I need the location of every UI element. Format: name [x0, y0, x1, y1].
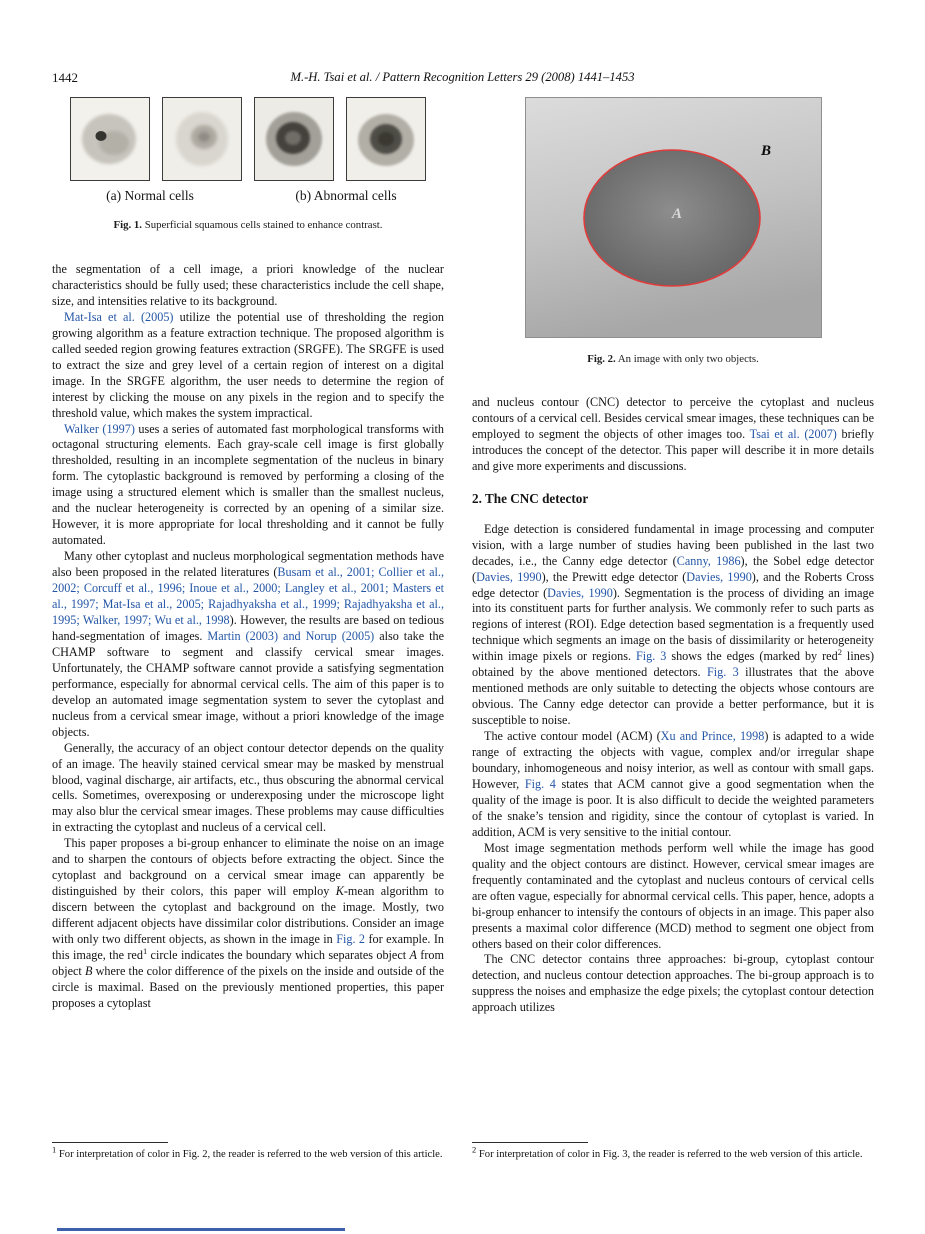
citation-link[interactable]: Mat-Isa et al. (2005) — [64, 309, 174, 324]
abnormal-cell-2-graphic — [347, 98, 425, 180]
fig1-label-normal: (a) Normal cells — [106, 188, 194, 203]
text-run: ), the Sobel edge detector ( — [472, 553, 874, 584]
fig1-normal-cell-image-1 — [70, 97, 150, 181]
citation-link[interactable]: Walker (1997) — [64, 421, 135, 436]
fig2-object-a-label: A — [671, 206, 682, 222]
citation-link[interactable]: Davies, 1990 — [686, 569, 752, 584]
fig1-abnormal-cell-image-1 — [254, 97, 334, 181]
footnote-2 — [472, 1142, 864, 1161]
paragraph — [52, 262, 444, 310]
fig1-label-abnormal: (b) Abnormal cells — [295, 188, 397, 203]
fig1-caption-label: Fig. 1. — [113, 219, 143, 231]
text-run: for example. In this image, the red — [52, 932, 444, 962]
citation-link[interactable]: Davies, 1990 — [476, 569, 542, 584]
fig2-graphic — [525, 97, 822, 338]
footnote-2-rule — [472, 1142, 588, 1143]
paragraph — [472, 395, 874, 475]
italic-text: B — [84, 963, 93, 978]
text-run: ). However, the results are based on tedious hand-segmentation of images. — [52, 612, 444, 643]
text-run: -mean algorithm to discern between the cytoplast and background on the image. Mostly, two different adjacent objects have dissimilar color distributions. Consider an image with only two different objects, as shown in the image in — [52, 884, 444, 947]
text-run: ), the Prewitt edge detector ( — [541, 569, 687, 584]
footnote-marker: 1 — [142, 945, 148, 956]
normal-cell-1-graphic — [71, 98, 149, 180]
fig2-object-b-label: B — [760, 143, 771, 159]
text-run: illustrates that the above mentioned methods are only suitable to detecting the objects whose contours are obvious. The Canny edge detector can provide a better performance, but it is susceptible to noise. — [472, 665, 875, 728]
citation-link[interactable]: Busam et al., 2001; Collier et al., 2002; Corcuff et al., 1996; Inoue et al., 2000; Langley et al., 2001; Masters et al., 1997; Mat-Isa et al., 2005; Rajadhyaksha et al., 1999; Rajadhyaksha et al., 1995; Walker, 1997; Wu et al., 1998 — [52, 565, 444, 627]
text-run: briefly introduces the concept of the detector. This paper will describe it in more details and give more experiments and discussions. — [472, 426, 874, 473]
normal-cell-2-graphic — [163, 98, 241, 180]
footnote-2-marker: 2 — [472, 1144, 477, 1155]
text-run: ) is adapted to a wide range of extracting the objects with vague, complex and/or irregular shape boundary, inhomogeneous and noisy interior, as well as contour with small gaps. However, — [472, 729, 874, 791]
text-run: shows the edges (marked by red — [666, 649, 838, 664]
paragraph — [52, 310, 444, 422]
footnote-1-body: For interpretation of color in Fig. 2, the reader is referred to the web version of this article. — [58, 1149, 443, 1160]
abnormal-cell-1-graphic — [255, 98, 333, 180]
footnote-2-text — [472, 1144, 864, 1161]
fig2-caption-label: Fig. 2. — [587, 353, 616, 365]
text-run: and nucleus contour (CNC) detector to perceive the cytoplast and nucleus contours of a cervical cell. Besides cervical smear images, these techniques can be employed to segment the objects of other images too. — [472, 395, 875, 441]
running-head: M.-H. Tsai et al. / Pattern Recognition Letters 29 (2008) 1441–1453 — [290, 70, 635, 84]
text-run: Most image segmentation methods perform well while the image has good quality and the object contours are distinct. However, cervical smear images are frequently contaminated and the cytoplast and nucleus contours of cervical cells are often vague, especially for abnormal cervical cells. This paper, hence, adopts a bi-group enhancer to intensify the contours of objects in an image. This paper also presents a maximal color difference (MCD) method to segment one object from others based on their color differences. — [472, 840, 874, 951]
text-run: ). Segmentation is the process of dividing an image into its constituent parts for further analysis. We commonly refer to such parts as regions of interest (ROI). Edge detection based segmentation is a frequently used technique which segments an image on the basis of dissimilarity or heterogeneity within image pixels or regions. — [472, 585, 875, 664]
fig1-normal-cell-image-2 — [162, 97, 242, 181]
text-run: ), and the Roberts Cross edge detector ( — [472, 569, 875, 600]
citation-link[interactable]: Fig. 3 — [706, 665, 739, 680]
italic-text: K — [335, 884, 344, 899]
fig1-abnormal-cell-image-2 — [346, 97, 426, 181]
footnote-1 — [52, 1142, 444, 1161]
citation-link[interactable]: Fig. 2 — [336, 932, 366, 947]
right-column — [472, 395, 874, 1016]
page-header — [52, 70, 873, 88]
paragraph — [52, 422, 444, 550]
text-run: circle indicates the boundary which separates object — [147, 947, 410, 962]
fig2-image — [525, 97, 822, 338]
text-run: Generally, the accuracy of an object contour detector depends on the quality of an image. The heavily stained cervical smear may be masked by menstrual blood, vaginal discharge, air artifacts, etc., thus obscuring the abnormal cervical cells. Sometimes, overexposing or underexposing under the microscope light may also blur the cervical smear images. These problems may cause difficulties in extracting the cytoplast and nucleus of a cervical cell. — [52, 740, 444, 835]
fig1-caption-text: Superficial squamous cells stained to enhance contrast. — [144, 219, 383, 231]
footnote-marker: 2 — [837, 647, 842, 658]
paragraph — [472, 952, 874, 1016]
fig1-caption — [52, 219, 444, 231]
right-column-intro — [472, 395, 874, 475]
fig2-caption — [472, 353, 874, 365]
paragraph — [472, 841, 874, 953]
text-run: Many other cytoplast and nucleus morphological segmentation methods have also been proposed in the related literatures ( — [52, 549, 444, 580]
page-bottom-blue-rule — [57, 1228, 345, 1231]
fig2-caption-text: An image with only two objects. — [617, 353, 759, 365]
text-run: where the color difference of the pixels on the inside and outside of the circle is maximal. Based on the previously mentioned properties, this paper proposes a cytoplast — [52, 963, 445, 1010]
figure-1 — [52, 97, 444, 231]
italic-text: A — [409, 947, 417, 962]
paragraph — [472, 729, 874, 841]
fig1-labels — [52, 188, 444, 204]
right-column-body — [472, 522, 874, 1017]
footnote-1-rule — [52, 1142, 168, 1143]
citation-link[interactable]: Fig. 3 — [636, 649, 667, 664]
page-number: 1442 — [52, 70, 78, 85]
text-run: This paper proposes a bi-group enhancer to eliminate the noise on an image and to sharpen the contours of objects before extracting the object. Since the cytoplast and background on a cervical smear image can apparently be distinguished by their colors, this paper will employ — [52, 836, 444, 899]
text-run: uses a series of automated fast morphological transforms with octagonal structuring elements. Each gray-scale cell image is first globally thresholded, resulting in an incomplete segmentation of the nucleus in binary form. The cytoplastic background is removed by performing a closing of the image using a structured element which is smaller than the smallest nucleus, and the nuclear heterogeneity is corrected by an opening of a similar size. However, it is more appropriate for local thresholding and it cannot be fully automated. — [52, 421, 444, 548]
paragraph — [52, 549, 444, 740]
text-run: The CNC detector contains three approaches: bi-group, cytoplast contour detection, and nucleus contour detection approaches. The bi-group approach is to suppress the noises and emphasize the edge pixels; the cytoplast contour detection approach utilizes — [472, 952, 874, 1015]
text-run: Edge detection is considered fundamental in image processing and computer vision, with a large number of studies having been published in the last two decades, i.e., the Canny edge detector ( — [472, 521, 874, 568]
citation-link[interactable]: Tsai et al. (2007) — [749, 426, 837, 441]
footnote-1-text — [52, 1144, 444, 1161]
left-column — [52, 262, 444, 1012]
footnote-2-body: For interpretation of color in Fig. 3, the reader is referred to the web version of this article. — [478, 1149, 863, 1160]
text-run: also take the CHAMP software to segment and classify cervical smear images. Unfortunately, the CHAMP software cannot provide a satisfying segmentation performance, especially for abnormal cervical cells. The aim of this paper is to develop an automated image segmentation system to sever the cytoplast and nucleus from a cervical smear image, without a priori knowledge of the image objects. — [52, 628, 444, 739]
paragraph — [52, 741, 444, 837]
figure-2 — [472, 97, 874, 365]
section-heading: 2. The CNC detector — [472, 490, 589, 506]
citation-link[interactable]: Xu and Prince, 1998 — [660, 729, 765, 744]
text-run: the segmentation of a cell image, a priori knowledge of the nuclear characteristics should be fully used; these characteristics include the cell shape, size, and intensities relative to its background. — [52, 262, 444, 308]
paragraph — [472, 522, 874, 729]
text-run: lines) obtained by the above mentioned detectors. — [472, 649, 875, 680]
text-run: utilize the potential use of thresholding the region growing algorithm as a feature extraction technique. The proposed algorithm is called seeded region growing features extraction (SRGFE). The SRGFE is used to extract the size and grey level of a certain region of interest on a digital image. In the SRGFE algorithm, the user needs to determine the region of interest by clicking the mouse on any pixels in the region and to specify the threshold value, which makes the system impractical. — [52, 309, 444, 420]
footnote-1-marker: 1 — [52, 1144, 57, 1155]
fig1-image-row — [52, 97, 444, 181]
paragraph — [52, 836, 444, 1011]
text-run: from object — [52, 947, 444, 978]
citation-link[interactable]: Davies, 1990 — [547, 585, 613, 600]
citation-link[interactable]: Fig. 4 — [524, 776, 556, 791]
text-run: states that ACM cannot give a good segmentation when the quality of the image is poor. It is also difficult to decide the weighted parameters of the snake’s tension and rigidity, since the contour of cytoplast is varied. In addition, ACM is very sensitive to the initial contour. — [472, 776, 874, 839]
citation-link[interactable]: Canny, 1986 — [676, 553, 741, 568]
citation-link[interactable]: Martin (2003) and Norup (2005) — [207, 628, 375, 643]
text-run: The active contour model (ACM) ( — [484, 729, 661, 744]
